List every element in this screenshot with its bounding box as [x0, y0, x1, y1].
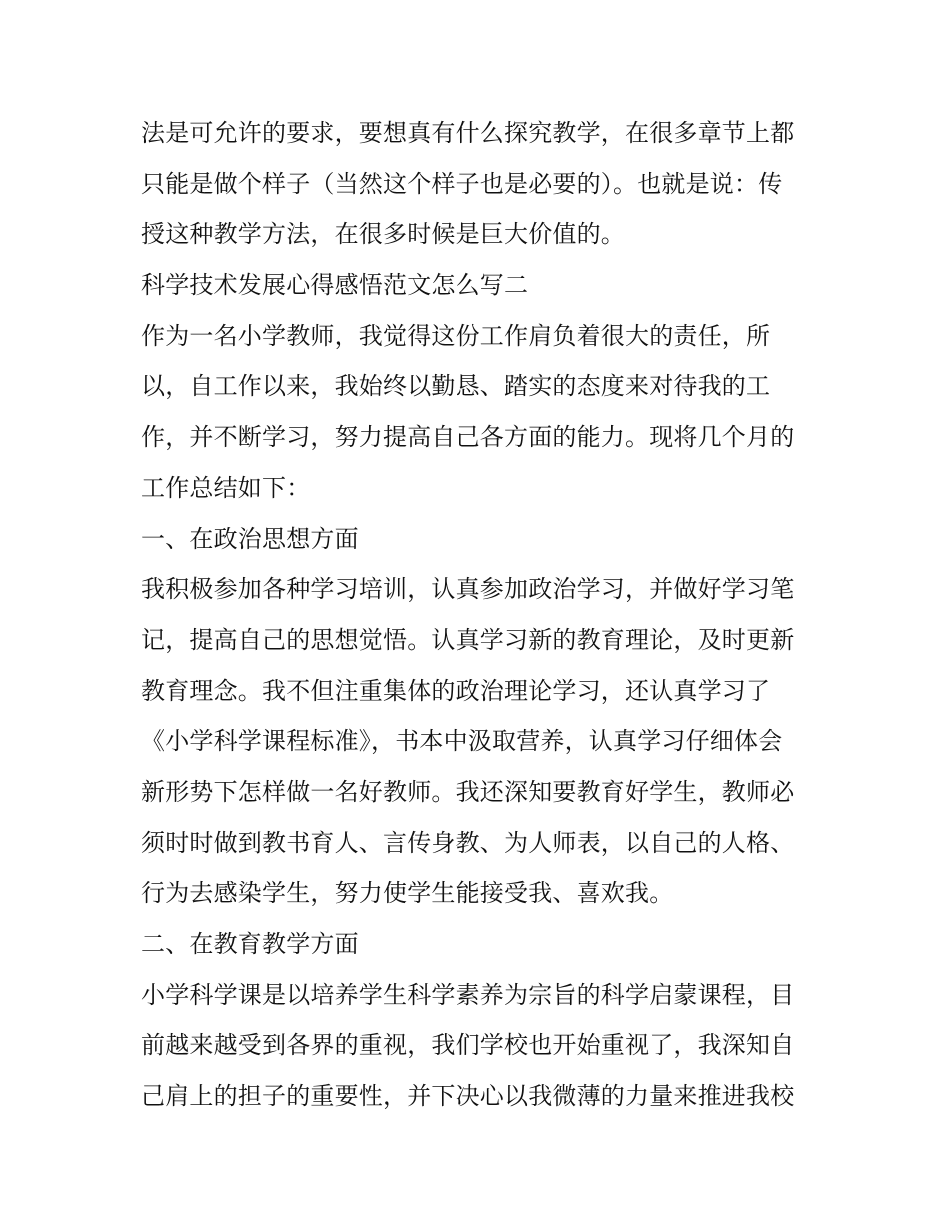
text-line: 作，并不断学习，努力提高自己各方面的能力。现将几个月的 [141, 423, 795, 452]
text-line: 行为去感染学生，努力使学生能接受我、喜欢我。 [141, 879, 674, 908]
text-line: 己肩上的担子的重要性，并下决心以我微薄的力量来推进我校 [141, 1082, 795, 1111]
section-heading: 二、在教育教学方面 [141, 930, 359, 958]
document-body [141, 108, 821, 1122]
section-heading: 科学技术发展心得感悟范文怎么写二 [141, 271, 529, 300]
section-heading: 一、在政治思想方面 [141, 524, 359, 553]
text-line: 记，提高自己的思想觉悟。认真学习新的教育理论，及时更新 [141, 625, 795, 654]
text-line: 小学科学课是以培养学生科学素养为宗旨的科学启蒙课程，目 [141, 980, 795, 1009]
text-line: 我积极参加各种学习培训，认真参加政治学习，并做好学习笔 [141, 575, 795, 604]
text-line: 授这种教学方法，在很多时候是巨大价值的。 [141, 220, 625, 249]
text-line: 须时时做到教书育人、言传身教、为人师表，以自己的人格、 [141, 828, 795, 857]
text-line: 前越来越受到各界的重视，我们学校也开始重视了，我深知自 [141, 1031, 795, 1060]
text-line: 作为一名小学教师，我觉得这份工作肩负着很大的责任，所 [141, 321, 771, 350]
text-line: 以，自工作以来，我始终以勤恳、踏实的态度来对待我的工 [141, 372, 771, 401]
text-line: 法是可允许的要求，要想真有什么探究教学，在很多章节上都 [141, 119, 795, 147]
text-line: 教育理念。我不但注重集体的政治理论学习，还认真学习了 [141, 676, 771, 705]
text-line: 新形势下怎样做一名好教师。我还深知要教育好学生，教师必 [141, 777, 795, 806]
text-line: 《小学科学课程标准》，书本中汲取营养，认真学习仔细体会 [141, 727, 783, 756]
text-line: 工作总结如下： [141, 473, 311, 502]
text-line: 只能是做个样子（当然这个样子也是必要的）。也就是说：传 [141, 169, 783, 198]
